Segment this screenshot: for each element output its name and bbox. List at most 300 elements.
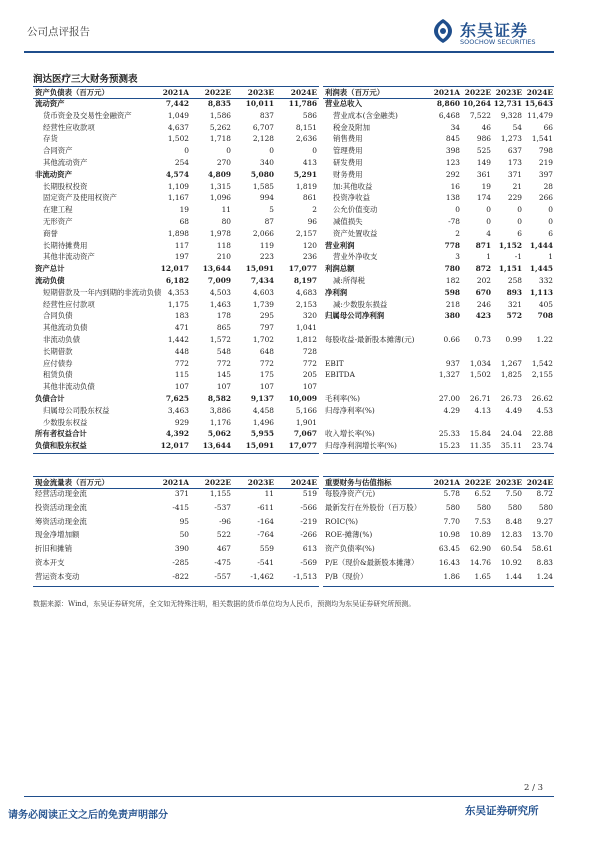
cell-value: 115	[174, 370, 189, 380]
column-header-year: 2021A	[162, 88, 189, 97]
cell-value: 7,067	[293, 429, 317, 439]
table-row	[33, 557, 319, 568]
row-label: 长期股权投资	[43, 181, 88, 191]
row-label: 营业成本(含金融类)	[333, 110, 398, 120]
table-row	[33, 346, 319, 357]
cell-value: 1,898	[167, 228, 189, 238]
cell-value: 4.53	[536, 405, 553, 415]
row-label: 现金净增加额	[35, 530, 80, 540]
row-label: 其他非流动负债	[43, 382, 95, 392]
table-row	[33, 381, 319, 392]
cell-value: 11,479	[527, 110, 553, 120]
cell-value: 371	[507, 169, 522, 179]
table-row	[33, 204, 319, 215]
table-row	[323, 157, 554, 168]
cell-value: 26.62	[531, 394, 553, 403]
table-row	[323, 310, 554, 321]
row-label: EBITDA	[325, 370, 355, 380]
cell-value: 35.11	[500, 441, 522, 451]
cell-value: 4.49	[505, 405, 522, 415]
cell-value: 893	[506, 287, 522, 297]
cell-value: 8.83	[536, 558, 553, 567]
cell-value: 613	[302, 544, 317, 554]
cell-value: 580	[476, 502, 491, 512]
cell-value: 26.71	[469, 394, 491, 403]
table-row	[33, 287, 319, 298]
column-header-year: 2022E	[464, 88, 491, 97]
row-label: 短期借款及一年内到期的非流动负债	[43, 287, 162, 297]
cell-value: -285	[172, 558, 189, 567]
row-label: 经营性应收款项	[43, 122, 95, 132]
cell-value: 15,091	[245, 441, 274, 451]
cell-value: 4.29	[443, 405, 460, 415]
footer-divider	[24, 796, 554, 797]
cell-value: 8,860	[436, 99, 460, 108]
cell-value: -415	[172, 502, 189, 512]
row-label: 收入增长率(%)	[325, 429, 375, 439]
cell-value: 8,582	[207, 394, 231, 403]
cell-value: 1.65	[474, 571, 491, 581]
cell-value: 580	[538, 502, 553, 512]
table-row	[33, 275, 319, 286]
cell-value: 865	[216, 323, 231, 333]
cell-value: 13.70	[531, 530, 553, 540]
row-label: 负债合计	[35, 394, 65, 403]
cell-value: 14.76	[469, 558, 491, 567]
cell-value: 218	[445, 299, 460, 309]
cell-value: 8,151	[295, 122, 317, 132]
cell-value: 4,503	[209, 287, 231, 297]
table-row	[33, 251, 319, 262]
cell-value: 236	[302, 252, 317, 262]
cell-value: 1,175	[167, 299, 189, 309]
cell-value: 6,707	[252, 122, 274, 132]
cell-value: 107	[302, 382, 317, 392]
cell-value: 13,644	[202, 264, 231, 274]
cell-value: 7.53	[474, 516, 491, 526]
cell-value: 96	[307, 217, 317, 226]
row-label: 商誉	[43, 228, 58, 238]
cell-value: 772	[302, 358, 317, 368]
table-bottom-rule	[33, 453, 319, 454]
row-label: 营业总收入	[325, 99, 362, 108]
row-label: 营业利润	[325, 240, 355, 250]
cell-value: 390	[174, 544, 189, 554]
cell-value: 423	[475, 311, 491, 321]
cell-value: -566	[300, 502, 317, 512]
cell-value: -96	[219, 516, 231, 526]
cell-value: 405	[538, 299, 553, 309]
row-label: 非流动负债	[43, 335, 80, 344]
cell-value: -541	[257, 558, 274, 567]
cell-value: 9,137	[250, 394, 274, 403]
table-row	[33, 417, 319, 428]
cell-value: 519	[302, 489, 317, 498]
cell-value: -475	[214, 558, 231, 567]
row-label: 投资活动现金流	[35, 502, 87, 512]
cell-value: 1,445	[529, 264, 553, 274]
row-label: 非流动资产	[35, 169, 72, 179]
cell-value: 7,522	[469, 110, 491, 120]
cell-value: 0	[184, 146, 189, 156]
cell-value: 845	[445, 134, 460, 144]
cell-value: 6,182	[165, 276, 189, 285]
row-label: 经营活动现金流	[35, 489, 87, 498]
cell-value: 837	[259, 110, 274, 120]
cell-value: 120	[302, 240, 317, 250]
cell-value: 178	[216, 311, 231, 321]
cell-value: 182	[445, 276, 460, 285]
cell-value: 1,812	[295, 335, 317, 344]
cell-value: 1,901	[295, 417, 317, 427]
cell-value: -266	[300, 530, 317, 540]
cell-value: 398	[445, 146, 460, 156]
cell-value: 1,739	[252, 299, 274, 309]
cell-value: 1,049	[167, 110, 189, 120]
table-row	[323, 346, 554, 357]
table-bottom-rule	[323, 453, 554, 454]
column-header-year: 2022E	[204, 478, 231, 487]
row-label: 管理费用	[333, 146, 363, 156]
cell-value: 1.44	[505, 571, 522, 581]
row-label: 归母净利润增长率(%)	[325, 441, 397, 451]
cell-value: -164	[257, 516, 274, 526]
column-header-year: 2023E	[247, 88, 274, 97]
cell-value: 11.35	[469, 441, 491, 451]
table-row	[33, 310, 319, 321]
cell-value: 772	[259, 358, 274, 368]
cell-value: 1,496	[252, 417, 274, 427]
cell-value: 1,113	[529, 287, 553, 297]
row-label: 折旧和摊销	[35, 544, 72, 554]
cell-value: 10.92	[500, 558, 522, 567]
row-label: 存货	[43, 134, 58, 144]
cell-value: 63.45	[438, 544, 460, 554]
cell-value: 471	[174, 323, 189, 333]
cell-value: 861	[302, 193, 317, 203]
cell-value: 708	[537, 311, 553, 321]
cell-value: 5	[269, 205, 274, 215]
row-label: 其他流动负债	[43, 323, 88, 333]
cell-value: 5,955	[250, 429, 274, 439]
table-row	[323, 502, 554, 513]
cell-value: 2,153	[295, 299, 317, 309]
cell-value: 559	[259, 544, 274, 554]
row-label: 销售费用	[333, 134, 363, 144]
cell-value: 1,572	[209, 335, 231, 344]
column-header-year: 2023E	[495, 478, 522, 487]
cell-value: 17,077	[288, 441, 317, 451]
cell-value: 8,197	[293, 276, 317, 285]
cell-value: 0	[486, 205, 491, 215]
cell-value: 4,353	[167, 287, 189, 297]
column-header-label: 现金流量表（百万元）	[35, 478, 109, 487]
row-label: 长期借款	[43, 346, 73, 356]
row-label: 投资净收益	[333, 193, 370, 203]
cell-value: 15.23	[438, 441, 460, 451]
table-row	[323, 516, 554, 527]
table-row	[33, 334, 319, 345]
column-header-year: 2022E	[204, 88, 231, 97]
cell-value: 0	[517, 217, 522, 226]
disclaimer-notice: 请务必阅读正文之后的免责声明部分	[8, 810, 168, 821]
income-statement-table	[323, 86, 554, 452]
cell-value: 798	[538, 146, 553, 156]
cell-value: 4,637	[167, 122, 189, 132]
cell-value: 23.74	[531, 441, 553, 451]
table-row	[33, 322, 319, 333]
table-row	[33, 169, 319, 180]
table-row	[323, 110, 554, 121]
cell-value: 7,442	[165, 99, 189, 108]
table-bottom-rule	[33, 586, 319, 587]
cell-value: 107	[174, 382, 189, 392]
cell-value: 119	[259, 240, 274, 250]
cell-value: 10,011	[245, 99, 274, 108]
row-label: ROIC(%)	[325, 516, 358, 526]
cell-value: 0	[486, 217, 491, 226]
cell-value: 1.24	[536, 571, 553, 581]
report-type-label: 公司点评报告	[27, 26, 90, 38]
balance-sheet-table	[33, 86, 319, 452]
cell-value: -1	[514, 252, 522, 262]
cell-value: 1,096	[209, 193, 231, 203]
table-row	[33, 571, 319, 582]
cell-value: 0.99	[505, 335, 522, 344]
row-label: 资产负债率(%)	[325, 544, 375, 554]
cell-value: 397	[538, 169, 553, 179]
cell-value: 15,643	[524, 99, 553, 108]
cell-value: 929	[174, 417, 189, 427]
cell-value: 1,273	[500, 134, 522, 144]
cell-value: 15.84	[469, 429, 491, 439]
cell-value: -219	[300, 516, 317, 526]
cell-value: 174	[476, 193, 491, 203]
cell-value: 0	[517, 205, 522, 215]
row-label: 税金及附加	[333, 122, 370, 132]
cell-value: 2,155	[531, 370, 553, 380]
cell-value: 4,392	[165, 429, 189, 439]
cell-value: 2,066	[252, 228, 274, 238]
cash-flow-table	[33, 476, 319, 596]
cell-value: 12.83	[500, 530, 522, 540]
cell-value: 145	[216, 370, 231, 380]
table-row	[323, 488, 554, 499]
cell-value: 0.66	[443, 335, 460, 344]
row-label: P/B（现价）	[325, 571, 368, 581]
table-row	[33, 299, 319, 310]
table-row	[323, 571, 554, 582]
cell-value: 8.48	[505, 516, 522, 526]
cell-value: 24.04	[500, 429, 522, 439]
cell-value: 107	[259, 382, 274, 392]
table-row	[33, 428, 319, 439]
cell-value: 1,819	[295, 181, 317, 191]
table-row	[323, 381, 554, 392]
table-row	[323, 358, 554, 369]
table-row	[33, 405, 319, 416]
table-row	[323, 405, 554, 416]
table-row	[323, 529, 554, 540]
cell-value: 525	[476, 146, 491, 156]
cell-value: 107	[216, 382, 231, 392]
column-header-year: 2021A	[433, 88, 460, 97]
cell-value: 205	[302, 370, 317, 380]
row-label: 应付债券	[43, 358, 73, 368]
table-row	[323, 299, 554, 310]
cell-value: 580	[507, 502, 522, 512]
cell-value: 467	[216, 544, 231, 554]
cell-value: 26.73	[500, 394, 522, 403]
cell-value: 21	[512, 181, 522, 191]
cell-value: 1,167	[167, 193, 189, 203]
cell-value: 1,586	[209, 110, 231, 120]
row-label: 最新发行在外股份（百万股）	[325, 502, 422, 512]
cell-value: 117	[174, 240, 189, 250]
cell-value: 6.52	[474, 489, 491, 498]
row-label: 研发费用	[333, 158, 363, 167]
table-row	[33, 192, 319, 203]
cell-value: 22.88	[531, 429, 553, 439]
table-row	[33, 543, 319, 554]
cell-value: 448	[174, 346, 189, 356]
cell-value: 4	[486, 228, 491, 238]
cell-value: 1,041	[295, 323, 317, 333]
cell-value: 4,603	[252, 287, 274, 297]
header-divider	[24, 51, 554, 53]
row-label: 减:少数股东损益	[333, 299, 388, 309]
row-label: 筹资活动现金流	[35, 516, 87, 526]
cell-value: 34	[450, 122, 460, 132]
cell-value: 937	[445, 358, 460, 368]
row-label: 合同资产	[43, 146, 73, 156]
cell-value: 772	[216, 358, 231, 368]
table-row	[323, 133, 554, 144]
cell-value: 16.43	[438, 558, 460, 567]
row-label: P/E（现价&最新股本摊薄）	[325, 558, 419, 567]
cell-value: 11	[264, 489, 274, 498]
table-row	[33, 216, 319, 227]
cell-value: 11,786	[288, 99, 317, 108]
cell-value: -764	[257, 530, 274, 540]
cell-value: 572	[506, 311, 522, 321]
institute-name: 东吴证券研究所	[465, 805, 539, 817]
cell-value: 8.72	[536, 489, 553, 498]
cell-value: 7.70	[443, 516, 460, 526]
table-row	[323, 369, 554, 380]
table-row	[33, 393, 319, 404]
cell-value: 778	[444, 240, 460, 250]
cell-value: 0	[455, 205, 460, 215]
row-label: 资产处置收益	[333, 228, 378, 238]
table-row	[323, 216, 554, 227]
company-logo	[432, 18, 557, 50]
cell-value: 50	[179, 530, 189, 540]
cell-value: 1,176	[209, 417, 231, 427]
table-row	[33, 516, 319, 527]
cell-value: 270	[216, 158, 231, 167]
cell-value: 202	[476, 276, 491, 285]
cell-value: 1,825	[500, 370, 522, 380]
cell-value: 580	[445, 502, 460, 512]
cell-value: 598	[444, 287, 460, 297]
cell-value: 321	[507, 299, 522, 309]
table-row	[33, 157, 319, 168]
cell-value: 1.22	[536, 335, 553, 344]
cell-value: 5,080	[250, 169, 274, 179]
table-row	[33, 358, 319, 369]
cell-value: 4.13	[474, 405, 491, 415]
cell-value: 871	[475, 240, 491, 250]
row-label: 减:所得税	[333, 276, 366, 285]
row-label: 资本开支	[35, 558, 65, 567]
table-row	[323, 122, 554, 133]
cell-value: 219	[538, 158, 553, 167]
cell-value: 25.33	[438, 429, 460, 439]
cell-value: 2	[455, 228, 460, 238]
cell-value: 15,091	[245, 264, 274, 274]
cell-value: 4,458	[252, 405, 274, 415]
cell-value: 12,017	[160, 264, 189, 274]
cell-value: 46	[481, 122, 491, 132]
cell-value: 1,502	[469, 370, 491, 380]
table-row	[33, 369, 319, 380]
cell-value: 66	[543, 122, 553, 132]
table-row	[323, 393, 554, 404]
cell-value: 361	[476, 169, 491, 179]
row-label: 净利润	[325, 287, 348, 297]
column-header-year: 2024E	[290, 88, 317, 97]
column-header-year: 2024E	[290, 478, 317, 487]
row-label: 资产总计	[35, 264, 65, 274]
row-label: 长期待摊费用	[43, 240, 88, 250]
row-label: 无形资产	[43, 217, 73, 226]
cell-value: 138	[445, 193, 460, 203]
table-row	[323, 543, 554, 554]
cell-value: 1,702	[252, 335, 274, 344]
cell-value: 4,809	[207, 169, 231, 179]
cell-value: 1,444	[529, 240, 553, 250]
row-label: 固定资产及使用权资产	[43, 193, 117, 203]
row-label: 公允价值变动	[333, 205, 378, 215]
row-label: 加:其他收益	[333, 181, 373, 191]
cell-value: 380	[444, 311, 460, 321]
cell-value: 183	[174, 311, 189, 321]
cell-value: 27.00	[438, 394, 460, 403]
cell-value: 3	[455, 252, 460, 262]
row-label: ROE-摊薄(%)	[325, 530, 373, 540]
cell-value: -537	[214, 502, 231, 512]
cell-value: 7,625	[165, 394, 189, 403]
cell-value: 986	[476, 134, 491, 144]
cell-value: 12,731	[493, 99, 522, 108]
cell-value: 13,644	[202, 441, 231, 451]
table-row	[33, 240, 319, 251]
cell-value: 5,062	[207, 429, 231, 439]
cell-value: 320	[302, 311, 317, 321]
logo-chinese-name: 东吴证券	[460, 21, 529, 40]
cell-value: 223	[259, 252, 274, 262]
cell-value: 1	[486, 252, 491, 262]
table-bottom-rule	[323, 586, 554, 587]
logo-english-name: SOOCHOW SECURITIES	[460, 38, 536, 46]
cell-value: 2,157	[295, 228, 317, 238]
column-header-year: 2024E	[526, 478, 553, 487]
cell-value: 1,327	[438, 370, 460, 380]
cell-value: 2,128	[252, 134, 274, 144]
cell-value: -1,462	[250, 571, 274, 581]
cell-value: 16	[450, 181, 460, 191]
